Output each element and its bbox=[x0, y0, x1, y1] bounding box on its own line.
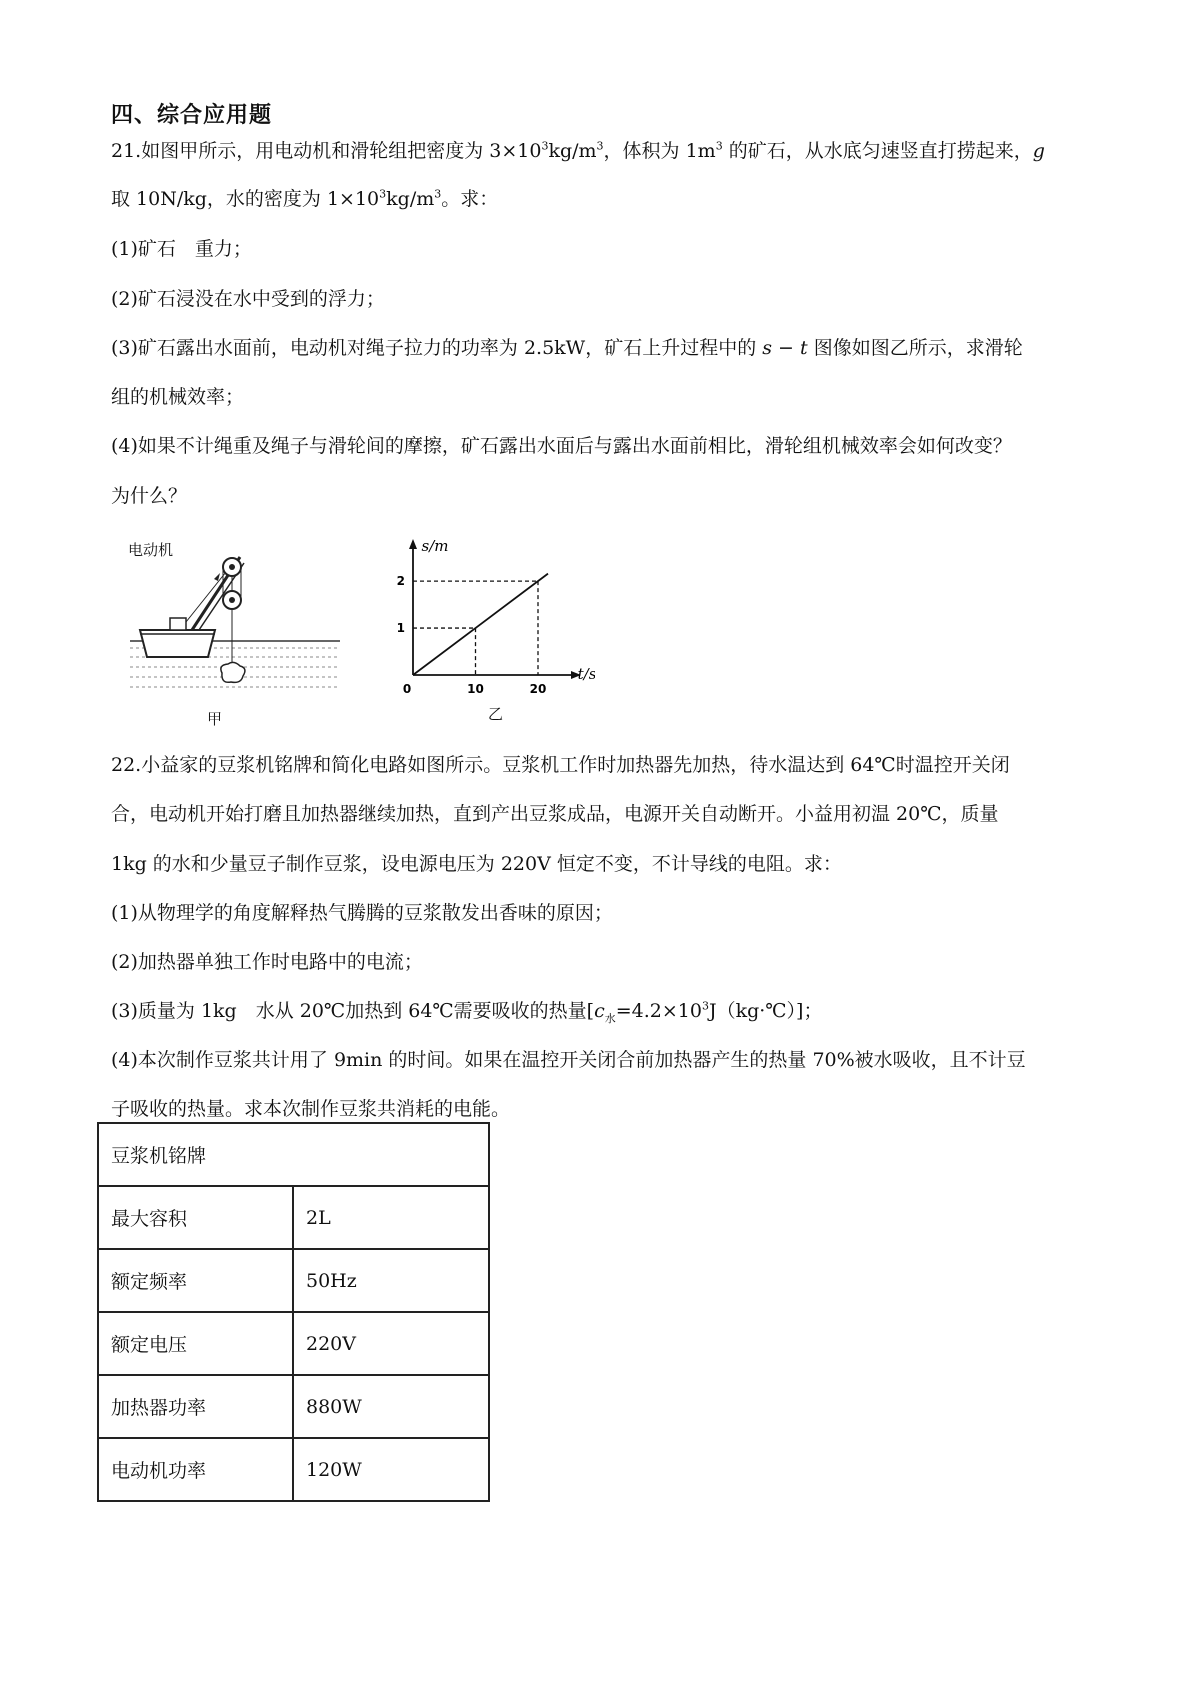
x-tick-label: 20 bbox=[529, 682, 547, 695]
q21-text: kg/m bbox=[548, 140, 597, 162]
q21-line-1 bbox=[111, 138, 1045, 164]
table-row bbox=[98, 1375, 489, 1438]
row-label: 加热器功率 bbox=[98, 1375, 293, 1438]
q22-line-3: 1kg 的水和少量豆子制作豆浆，设电源电压为 220V 恒定不变，不计导线的电阻。求： bbox=[111, 853, 842, 875]
y-axis-arrow bbox=[409, 539, 417, 549]
q22-line-1: 22.小益家的豆浆机铭牌和简化电路如图所示。豆浆机工作时加热器先加热，待水温达到 64℃时温控开关闭 bbox=[111, 754, 1010, 776]
x-axis-label: t/s bbox=[577, 665, 595, 683]
table-row bbox=[98, 1312, 489, 1375]
q21-g-symbol: g bbox=[1032, 140, 1045, 162]
nameplate-table bbox=[97, 1122, 490, 1502]
q22-c-symbol: c bbox=[594, 1000, 605, 1022]
series-line bbox=[413, 574, 548, 675]
row-label: 电动机功率 bbox=[98, 1438, 293, 1501]
x-tick-label: 10 bbox=[467, 682, 484, 695]
q22-part-2: (2)加热器单独工作时电路中的电流； bbox=[111, 951, 423, 973]
crane-diagram bbox=[130, 545, 340, 715]
q22-line-2: 合，电动机开始打磨且加热器继续加热，直到产出豆浆成品，电源开关自动断开。小益用初温 20℃，质量 bbox=[111, 803, 999, 825]
x-tick-label: 0 bbox=[402, 682, 412, 695]
q22-part-3 bbox=[111, 998, 822, 1024]
q22-part-4-cont: 子吸收的热量。求本次制作豆浆共消耗的电能。 bbox=[111, 1098, 511, 1120]
q22-text: J（kg·℃）]； bbox=[708, 1000, 823, 1022]
y-tick-label: 2 bbox=[396, 574, 405, 589]
table-row bbox=[98, 1438, 489, 1501]
q21-part-4-cont: 为什么？ bbox=[111, 485, 188, 507]
figure-yi bbox=[395, 535, 595, 723]
row-value: 120W bbox=[293, 1438, 489, 1501]
q21-part-1: (1)矿石 重力； bbox=[111, 238, 252, 260]
q22-text: (3)质量为 1kg 水从 20℃加热到 64℃需要吸收的热量[ bbox=[111, 1000, 595, 1022]
sup: 3 bbox=[715, 139, 723, 153]
q21-text: kg/m bbox=[386, 188, 435, 210]
table-row bbox=[98, 1186, 489, 1249]
figure-caption-yi: 乙 bbox=[488, 705, 504, 723]
row-value: 220V bbox=[293, 1312, 489, 1375]
q22-part-4: (4)本次制作豆浆共计用了 9min 的时间。如果在温控开关闭合前加热器产生的热量 70%被水吸收，且不计豆 bbox=[111, 1049, 1026, 1071]
row-label: 最大容积 bbox=[98, 1186, 293, 1249]
row-value: 2L bbox=[293, 1186, 489, 1249]
figure-caption-jia: 甲 bbox=[207, 710, 223, 728]
y-axis-label: s/m bbox=[421, 537, 449, 555]
q21-text: ，体积为 1m bbox=[603, 140, 716, 162]
q21-text: 图像如图乙所示，求滑轮 bbox=[807, 337, 1023, 359]
figure-jia bbox=[128, 541, 340, 728]
q21-text: 。求： bbox=[441, 188, 499, 210]
q21-part-3 bbox=[111, 335, 1023, 361]
sup: 3 bbox=[596, 139, 604, 153]
q21-text: 的矿石，从水底匀速竖直打捞起来， bbox=[722, 140, 1033, 162]
row-label: 额定频率 bbox=[98, 1249, 293, 1312]
q21-st-symbol: s − t bbox=[762, 337, 808, 359]
sup: 3 bbox=[379, 187, 387, 201]
label-motor: 电动机 bbox=[128, 541, 174, 559]
sub: 水 bbox=[604, 1011, 616, 1025]
q21-part-3-cont: 组的机械效率； bbox=[111, 386, 245, 408]
sup: 3 bbox=[434, 187, 442, 201]
table-row bbox=[98, 1249, 489, 1312]
nameplate-title: 豆浆机铭牌 bbox=[98, 1123, 489, 1186]
y-tick-label: 1 bbox=[396, 621, 405, 636]
q22-part-1: (1)从物理学的角度解释热气腾腾的豆浆散发出香味的原因； bbox=[111, 902, 613, 924]
q22-text: =4.2×10 bbox=[615, 1000, 702, 1022]
table-row bbox=[98, 1123, 489, 1186]
row-label: 额定电压 bbox=[98, 1312, 293, 1375]
row-value: 50Hz bbox=[293, 1249, 489, 1312]
q21-text: (3)矿石露出水面前，电动机对绳子拉力的功率为 2.5kW，矿石上升过程中的 bbox=[111, 337, 763, 359]
q21-part-2: (2)矿石浸没在水中受到的浮力； bbox=[111, 288, 385, 310]
section-title: 四、综合应用题 bbox=[111, 103, 273, 128]
st-chart bbox=[395, 535, 595, 695]
q21-line-2 bbox=[111, 186, 498, 212]
q21-text: 21.如图甲所示，用电动机和滑轮组把密度为 3×10 bbox=[111, 140, 542, 162]
q21-part-4: (4)如果不计绳重及绳子与滑轮间的摩擦，矿石露出水面后与露出水面前相比，滑轮组机械效率会如何改变？ bbox=[111, 435, 1012, 457]
sup: 3 bbox=[541, 139, 549, 153]
sup: 3 bbox=[701, 999, 709, 1013]
q21-text: 取 10N/kg，水的密度为 1×10 bbox=[111, 188, 380, 210]
row-value: 880W bbox=[293, 1375, 489, 1438]
